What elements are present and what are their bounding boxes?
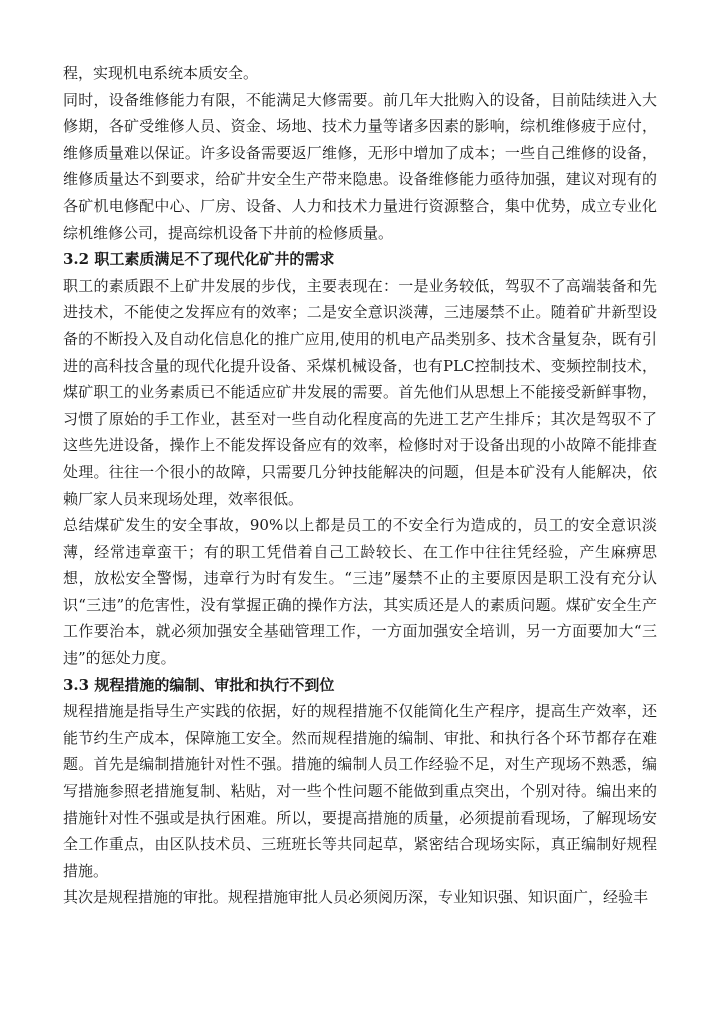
paragraph: 同时，设备维修能力有限，不能满足大修需要。前几年大批购入的设备，目前陆续进入大修期，各矿受维修人员、资金、场地、技术力量等诸多因素的影响，综机维修疲于应付，维修质量难以保证。许多设备需要返厂维修，无形中增加了成本；一些自己维修的设备，维修质量达不到要求，给矿井安全生产带来隐患。设备维修能力亟待加强，建议对现有的各矿机电修配中心、厂房、设备、人力和技术力量进行资源整合，集中优势，成立专业化综机维修公司，提高综机设备下井前的检修质量。 [63,90,657,242]
paragraph: 职工的素质跟不上矿井发展的步伐，主要表现在：一是业务较低，驾驭不了高端装备和先进技术，不能使之发挥应有的效率；二是安全意识淡薄，三违屡禁不止。随着矿井新型设备的不断投入及自动化信息化的推广应用,使用的机电产品类别多、技术含量复杂，既有引进的高科技含量的现代化提升设备、采煤机械设备，也有PLC控制技术、变频控制技术，煤矿职工的业务素质已不能适应矿井发展的需要。首先他们从思想上不能接受新鲜事物，习惯了原始的手工作业，甚至对一些自动化程度高的先进工艺产生排斥；其次是驾驭不了这些先进设备，操作上不能发挥设备应有的效率，检修时对于设备出现的小故障不能排查处理。往往一个很小的故障，只需要几分钟技能解决的问题，但是本矿没有人能解决，依赖厂家人员来现场处理，效率很低。 [63,276,657,508]
document-body [63,60,657,911]
paragraph: 其次是规程措施的审批。规程措施审批人员必须阅历深，专业知识强、知识面广，经验丰 [63,888,649,907]
paragraph: 程，实现机电系统本质安全。 [63,64,259,82]
section-heading: 3.3 规程措施的编制、审批和执行不到位 [63,675,335,694]
paragraph: 总结煤矿发生的安全事故，90%以上都是员工的不安全行为造成的，员工的安全意识淡薄，经常违章蛮干；有的职工凭借着自己工龄较长、在工作中往往凭经验，产生麻痹思想，放松安全警惕，违章行为时有发生。“三违”屡禁不止的主要原因是职工没有充分认识“三违”的危害性，没有掌握正确的操作方法，其实质还是人的素质问题。煤矿安全生产工作要治本，就必须加强安全基础管理工作，一方面加强安全培训，另一方面要加大“三违”的惩处力度。 [63,516,657,668]
section-heading: 3.2 职工素质满足不了现代化矿井的需求 [63,250,335,269]
paragraph: 规程措施是指导生产实践的依据，好的规程措施不仅能简化生产程序，提高生产效率，还能节约生产成本，保障施工安全。然而规程措施的编制、审批、和执行各个环节都存在难题。首先是编制措施针对性不强。措施的编制人员工作经验不足，对生产现场不熟悉，编写措施参照老措施复制、粘贴，对一些个性问题不能做到重点突出，个别对待。编出来的措施针对性不强或是执行困难。所以，要提高措施的质量，必须提前看现场，了解现场安全工作重点，由区队技术员、三班班长等共同起草，紧密结合现场实际，真正编制好规程措施。 [63,702,657,880]
